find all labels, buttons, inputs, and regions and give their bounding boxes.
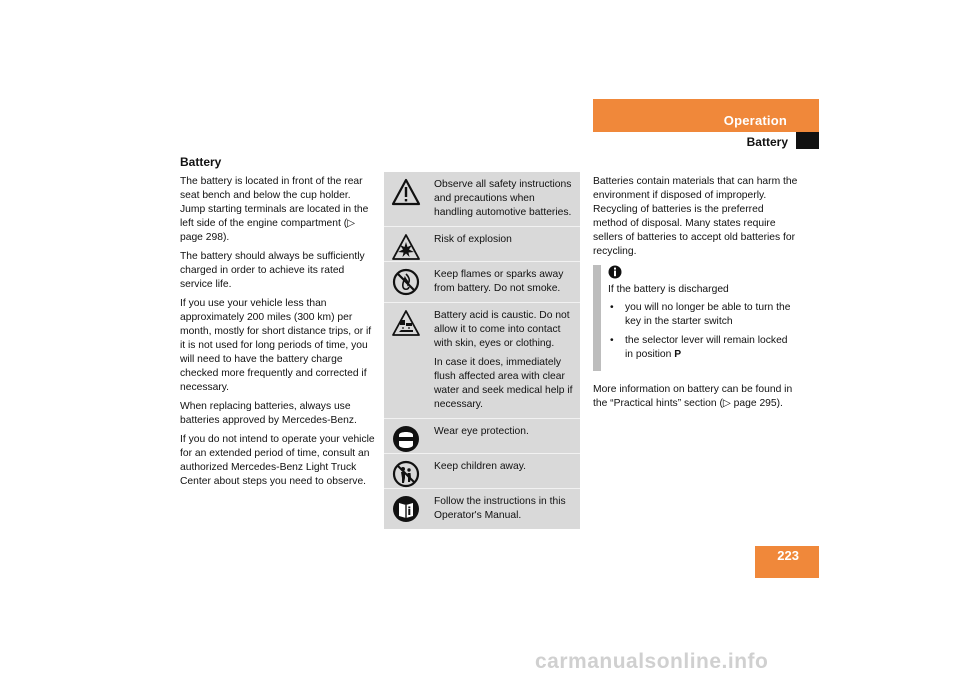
warning-text: Observe all safety instructions and precautions when handling automotive batteries.: [434, 179, 572, 218]
warning-row: [384, 454, 580, 489]
recycling-paragraph: Batteries contain materials that can harm the environment if disposed of improperly. Recycling of batteries is the preferred method of disposal. Many states require sellers of batteries to accept old batteries for recycling.: [593, 176, 798, 257]
page-number-box: [755, 546, 819, 578]
header-marker: [796, 132, 819, 149]
warning-text-followup: In case it does, immediately flush affected area with clear water and seek medical help if necessary.: [434, 357, 573, 410]
warning-row: [384, 303, 580, 419]
warning-row: [384, 172, 580, 227]
keep-children-away-icon: [392, 460, 420, 488]
warning-row: [384, 419, 580, 454]
paragraph: The battery should always be sufficiently charged in order to achieve its rated service life.: [180, 251, 365, 290]
watermark: carmanualsonline.info: [535, 650, 769, 673]
paragraph: The battery is located in front of the rear seat bench and below the cup holder. Jump starting terminals are located in the left side of the engine compartment (▷ page 298).: [180, 176, 369, 243]
info-list-text: you will no longer be able to turn the key in the starter switch: [625, 302, 791, 327]
corrosive-icon: [391, 309, 421, 337]
paragraph: If you use your vehicle less than approximately 200 miles (300 km) per month, mostly for short distance trips, or if it is not used for long periods of time, you will need to have the battery charge checked more frequently and corrected if necessary.: [180, 298, 372, 393]
warning-text: Keep flames or sparks away from battery. Do not smoke.: [434, 269, 564, 294]
bullet-symbol: •: [610, 302, 614, 313]
warning-triangle-icon: [391, 178, 421, 206]
explosion-icon: [391, 233, 421, 261]
no-flames-icon: [392, 268, 420, 296]
info-note-bar: [593, 265, 601, 371]
manual-icon: [392, 495, 420, 523]
section-title: Operation: [723, 113, 787, 128]
subsection-title: Battery: [746, 135, 788, 149]
warning-row: [384, 489, 580, 529]
info-list: [608, 301, 798, 362]
battery-warning-table: [384, 172, 580, 529]
position-label: P: [674, 349, 682, 360]
right-column: [593, 175, 798, 417]
page-number: 223: [777, 548, 799, 563]
info-icon: [608, 265, 622, 279]
warning-row: [384, 262, 580, 303]
info-list-item: [608, 334, 798, 362]
info-note: [593, 265, 798, 371]
warning-text: Battery acid is caustic. Do not allow it to come into contact with skin, eyes or clothing.: [434, 310, 570, 349]
more-info-paragraph: More information on battery can be found in the “Practical hints” section (▷ page 295).: [593, 384, 793, 409]
left-column: [180, 175, 375, 494]
warning-text: Risk of explosion: [434, 234, 512, 245]
warning-text: Follow the instructions in this Operator's Manual.: [434, 496, 566, 521]
info-list-item: [608, 301, 798, 329]
warning-row: [384, 227, 580, 262]
info-heading: If the battery is discharged: [608, 284, 729, 295]
page-title: Battery: [180, 155, 222, 169]
info-list-text: the selector lever will remain locked in position: [625, 335, 788, 360]
paragraph: When replacing batteries, always use batteries approved by Mercedes-Benz.: [180, 401, 357, 426]
eye-protection-icon: [392, 425, 420, 453]
bullet-symbol: •: [610, 335, 614, 346]
paragraph: If you do not intend to operate your vehicle for an extended period of time, consult an authorized Mercedes-Benz Light Truck Center about steps you need to observe.: [180, 434, 375, 487]
section-header-bar: [593, 99, 819, 132]
warning-text: Wear eye protection.: [434, 426, 529, 437]
warning-text: Keep children away.: [434, 461, 526, 472]
